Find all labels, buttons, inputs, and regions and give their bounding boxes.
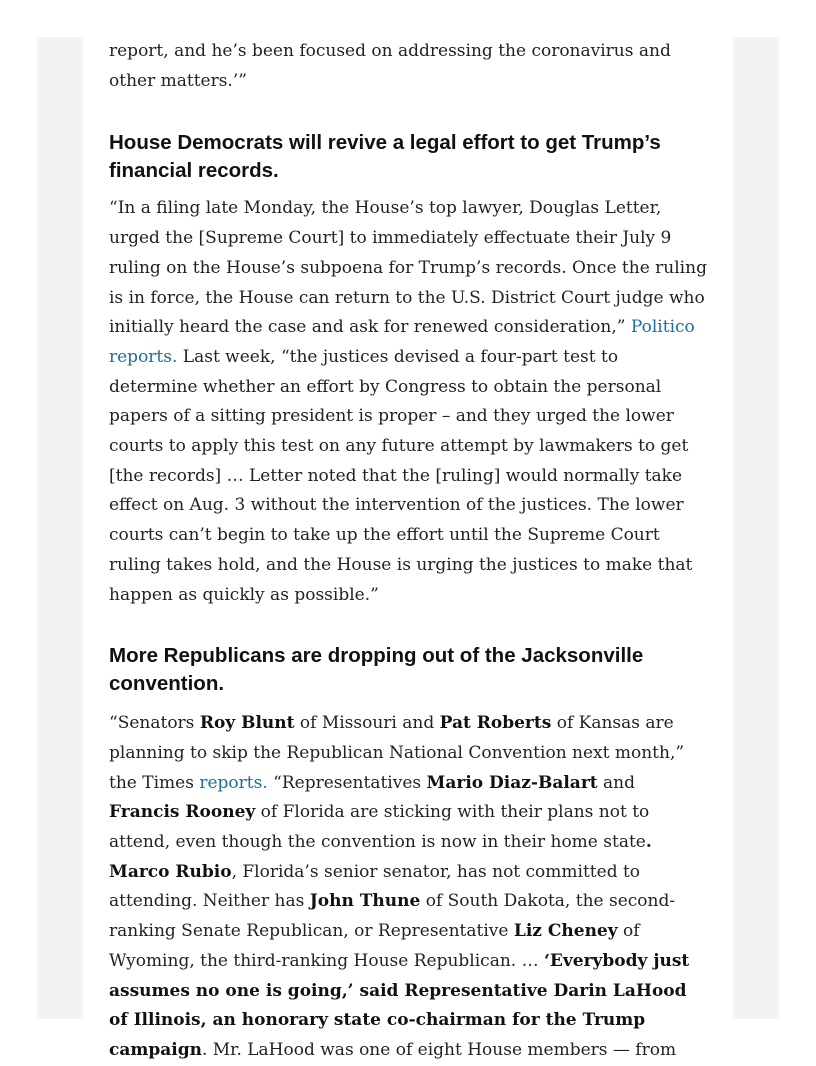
name-pat-roberts: Pat Roberts — [439, 713, 552, 734]
section-paragraph-financial-records: “In a filing late Monday, the House’s top lawyer, Douglas Letter, urged the [Supreme Court] to immediately effectuate their July 9 ruling on the House’s subpoena for Trump’s records. Once the ruling is in force, the House can return to the U.S. District Court judge who initially heard the case and ask for renewed consideration,” Politico reports. Last week, “the justices devised a four-part test to determine whether an effort by Congress to obtain the personal papers of a sitting president is proper – and they urged the lower courts to apply this test on any future attempt by lawmakers to get [the records] … Letter noted that the [ruling] would normally take effect on Aug. 3 without the intervention of the justices. The lower courts can’t begin to take up the effort until the Supreme Court ruling takes hold, and the House is urging the justices to make that happen as quickly as possible.” — [109, 198, 707, 605]
section-heading-financial-records: House Democrats will revive a legal effort to get Trump’s financial records. — [109, 131, 661, 182]
section-paragraph-convention: “Senators Roy Blunt of Missouri and Pat Roberts of Kansas are planning to skip the Republican National Convention next month,” the Times reports. “Representatives Mario Diaz-Balart and Francis Rooney of Florida are sticking with their plans not to attend, even though the convention is now in their home state. Marco Rubio, Florida’s senior senator, has not committed to attending. Neither has John Thune of South Dakota, the second-ranking Senate Republican, or Representative Liz Cheney of Wyoming, the third-ranking House Republican. … ‘Everybody just assumes no one is going,’ said Representative Darin LaHood of Illinois, an honorary state co-chairman for the Trump campaign. Mr. LaHood was one of eight House members — from — [109, 713, 690, 1060]
article-body — [109, 37, 709, 1066]
name-mario-diaz-balart: Mario Diaz-Balart — [426, 772, 598, 793]
name-marco-rubio: . Marco Rubio — [109, 832, 652, 882]
section-heading-convention: More Republicans are dropping out of the Jacksonville convention. — [109, 644, 644, 695]
lahood-quote: ‘Everybody just assumes no one is going,’ said Representative Darin LaHood of Illinois, an honorary state co-chairman for the Trump campaign — [109, 950, 690, 1060]
name-roy-blunt: Roy Blunt — [199, 713, 295, 734]
intro-paragraph: report, and he’s been focused on addressing the coronavirus and other matters.’” — [109, 41, 671, 91]
name-liz-cheney: Liz Cheney — [513, 921, 618, 942]
left-margin-panel — [37, 37, 83, 1019]
name-francis-rooney: Francis Rooney — [109, 802, 256, 823]
right-margin-panel — [733, 37, 779, 1019]
name-john-thune: John Thune — [309, 891, 421, 912]
politico-reports-link[interactable]: Politico reports. — [109, 317, 695, 367]
times-reports-link[interactable]: reports. — [199, 772, 268, 793]
